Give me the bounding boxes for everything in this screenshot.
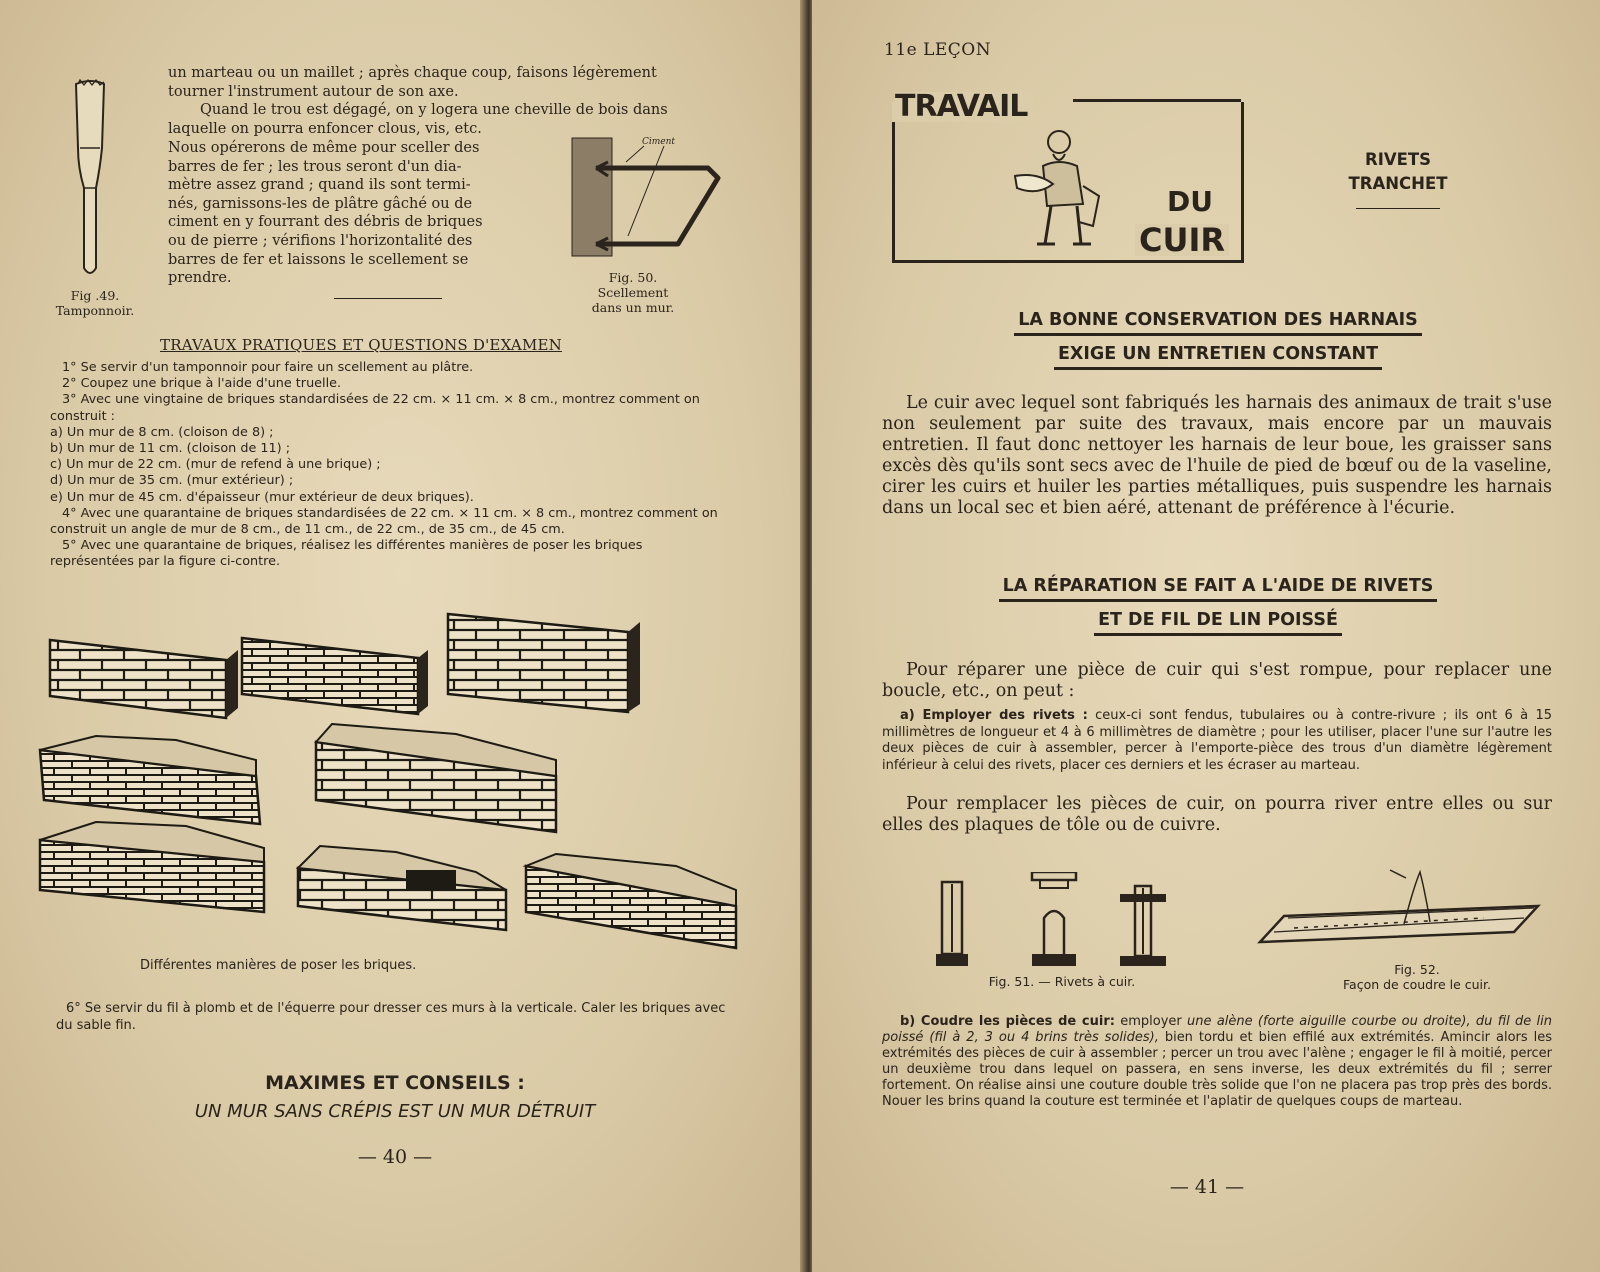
brick-wall-7 xyxy=(298,846,506,930)
brick-wall-5 xyxy=(316,724,556,832)
lesson-topics xyxy=(1336,148,1460,209)
banner-top-rule xyxy=(1073,99,1241,102)
brick-bonds-illustration xyxy=(36,600,756,960)
exercise-item: 2° Coupez une brique à l'aide d'une truelle. xyxy=(62,376,342,392)
page-number-41: — 41 — xyxy=(1169,1176,1245,1198)
section-heading-2 xyxy=(812,576,1600,630)
text-line: barres de fer et laissons le scellement se xyxy=(168,251,469,268)
banner-word-cuir: CUIR xyxy=(1135,224,1229,256)
tubular-rivet xyxy=(1032,872,1076,966)
text-line: ou de pierre ; vérifions l'horizontalité des xyxy=(168,232,473,249)
exercises-list xyxy=(50,360,730,571)
maxim-text: UN MUR SANS CRÉPIS EST UN MUR DÉTRUIT xyxy=(194,1101,596,1122)
leather-sewing-illustration xyxy=(1254,866,1544,962)
exercise-item: 4° Avec une quarantaine de briques standardisées de 22 cm. × 11 cm. × 8 cm., montrez comment on construit un angle de mur de 8 cm., de 11 cm., de 22 cm., de 35 cm., de 45 cm. xyxy=(50,505,718,538)
exercises-title: TRAVAUX PRATIQUES ET QUESTIONS D'EXAMEN xyxy=(160,336,562,354)
intro-paragraph xyxy=(168,64,728,138)
right-page xyxy=(812,0,1600,1272)
exercise-subitem: e) Un mur de 45 cm. d'épaisseur (mur extérieur de deux briques). xyxy=(50,489,474,505)
fig50-label: Ciment xyxy=(642,137,676,147)
brick-wall-3 xyxy=(448,614,640,712)
fig52-title: Façon de coudre le cuir. xyxy=(1343,977,1491,992)
fig51-caption: Fig. 51. — Rivets à cuir. xyxy=(988,974,1136,989)
sewing-item xyxy=(882,1014,1552,1110)
repair-intro: Pour réparer une pièce de cuir qui s'est rompue, pour replacer une boucle, etc., on peut : xyxy=(882,660,1552,701)
tamponnoir-illustration xyxy=(66,78,116,288)
fig50-subtitle: dans un mur. xyxy=(591,300,675,315)
lesson-banner xyxy=(892,89,1244,263)
exercise-item: 3° Avec une vingtaine de briques standardisées de 22 cm. × 11 cm. × 8 cm., montrez comment on construit : xyxy=(50,392,700,424)
lesson-number: 11e LEÇON xyxy=(884,40,992,60)
brick-wall-8 xyxy=(526,854,736,948)
exercise-subitem: a) Un mur de 8 cm. (cloison de 8) ; xyxy=(50,424,274,440)
text-line: ciment en y fourrant des débris de briques xyxy=(168,214,483,231)
bricks-caption: Différentes manières de poser les briques. xyxy=(140,958,417,973)
text-line: mètre assez grand ; quand ils sont termi- xyxy=(168,177,471,194)
text-line: Quand le trou est dégagé, on y logera une cheville de bois dans xyxy=(200,102,668,119)
fig50-number: Fig. 50. xyxy=(608,270,658,285)
exercise-item: 1° Se servir d'un tamponnoir pour faire un scellement au plâtre. xyxy=(62,360,474,375)
sewing-item-awl: une alène (forte aiguille courbe ou droite), xyxy=(1187,1014,1471,1029)
fig50-caption xyxy=(578,270,688,315)
page-number-40: — 40 — xyxy=(357,1146,433,1168)
topics-divider xyxy=(1356,208,1440,209)
maxims-title: MAXIMES ET CONSEILS : xyxy=(265,1072,525,1094)
wall-sealing-illustration xyxy=(568,132,728,272)
exercise-subitem: d) Un mur de 35 cm. (mur extérieur) ; xyxy=(50,473,294,489)
heading-line: LA RÉPARATION SE FAIT A L'AIDE DE RIVETS xyxy=(999,576,1438,602)
sewing-item-text: employer xyxy=(1114,1014,1188,1029)
banner-word-travail: TRAVAIL xyxy=(895,92,1033,122)
text-line: barres de fer ; les trous seront d'un dia- xyxy=(168,158,462,175)
exercise-subitem: b) Un mur de 11 cm. (cloison de 11) ; xyxy=(50,441,291,457)
exercise-6: 6° Se servir du fil à plomb et de l'équerre pour dresser ces murs à la verticale. Caler les briques avec du sable fin. xyxy=(56,1001,726,1033)
fig49-caption xyxy=(40,288,150,318)
text-line: nés, garnissons-les de plâtre gâché ou de xyxy=(168,195,473,212)
brick-wall-1 xyxy=(50,640,238,718)
leather-rivets-illustration xyxy=(930,872,1180,982)
topic-tranchet: TRANCHET xyxy=(1348,174,1448,193)
text-line: un marteau ou un maillet ; après chaque coup, faisons légèrement xyxy=(168,65,657,81)
exercise-item: 5° Avec une quarantaine de briques, réalisez les différentes manières de poser les briques représentées par la figure ci-contre. xyxy=(50,538,643,570)
brick-wall-2 xyxy=(242,638,428,714)
topic-rivets: RIVETS xyxy=(1364,150,1432,169)
text-line: prendre. xyxy=(168,270,232,287)
sewing-item-label: b) Coudre les pièces de cuir: xyxy=(900,1014,1115,1029)
saddler-illustration xyxy=(1007,126,1107,252)
text-line: tourner l'instrument autour de son axe. xyxy=(168,83,459,100)
fig52-caption xyxy=(1332,962,1502,992)
heading-line: LA BONNE CONSERVATION DES HARNAIS xyxy=(1014,310,1422,336)
brick-wall-6 xyxy=(40,822,264,912)
plates-paragraph: Pour remplacer les pièces de cuir, on pourra river entre elles ou sur elles des plaques de tôle ou de cuivre. xyxy=(882,794,1552,835)
rivets-item xyxy=(882,708,1552,774)
sealing-paragraph xyxy=(168,139,528,288)
heading-line: EXIGE UN ENTRETIEN CONSTANT xyxy=(1054,344,1382,370)
counter-rivet xyxy=(1120,886,1166,966)
text-line: laquelle on pourra enfoncer clous, vis, etc. xyxy=(168,120,482,137)
rivets-item-text: ceux-ci sont fendus, tubulaires ou à contre-rivure ; ils ont 6 à 15 millimètres de longueur et 4 à 6 millimètres de diamètre ; pour les utiliser, placer l'une sur l'autre les deux pièces de cuir à assembler, percer à l'emporte-pièce des trous d'un diamètre légèrement inférieur à celui des rivets, placer ces derniers et les écraser au marteau. xyxy=(882,708,1553,773)
text-line: Nous opérerons de même pour sceller des xyxy=(168,140,480,156)
sewing-item-text: bien tordu et bien effilé aux extrémités. Amincir alors les extrémités des pièces de cuir à assembler ; percer un trou avec l'alène ; engager le fil à moitié, percer un deuxième trou dans lequel on passera, en sens inverse, les deux extrémités du fil ; serrer fortement. On réalise ainsi une couture double très solide que l'on ne placera pas trop près des bords. Nouer les brins quand la couture est terminée et l'aplatir de quelques coups de marteau. xyxy=(882,1030,1552,1109)
fig49-number: Fig .49. xyxy=(70,288,120,303)
rivets-item-label: a) Employer des rivets : xyxy=(900,708,1088,723)
split-rivet xyxy=(936,882,968,966)
banner-word-du: DU xyxy=(1167,185,1213,218)
brick-wall-4 xyxy=(40,736,260,824)
exercise-subitem: c) Un mur de 22 cm. (mur de refend à une brique) ; xyxy=(50,457,381,473)
section-heading-1 xyxy=(812,310,1600,364)
sewing-item-thread: du fil de lin poissé (fil à 2, 3 ou 4 brins très solides), xyxy=(882,1014,1553,1045)
maintenance-paragraph: Le cuir avec lequel sont fabriqués les harnais des animaux de trait s'use non seulement par suite des travaux, mais encore par un mauvais entretien. Il faut donc nettoyer les harnais de leur boue, les graisser sans excès dès qu'ils sont secs avec de l'huile de pied de bœuf ou de la vaseline, cirer les cuirs et huiler les parties métalliques, puis suspendre les harnais dans un local sec et bien aéré, attenant de préférence à l'écurie. xyxy=(882,393,1552,518)
fig49-title: Tamponnoir. xyxy=(55,303,135,318)
divider xyxy=(334,298,442,299)
fig52-number: Fig. 52. xyxy=(1394,962,1440,977)
fig50-title: Scellement xyxy=(597,285,669,300)
heading-line: ET DE FIL DE LIN POISSÉ xyxy=(1094,610,1342,636)
